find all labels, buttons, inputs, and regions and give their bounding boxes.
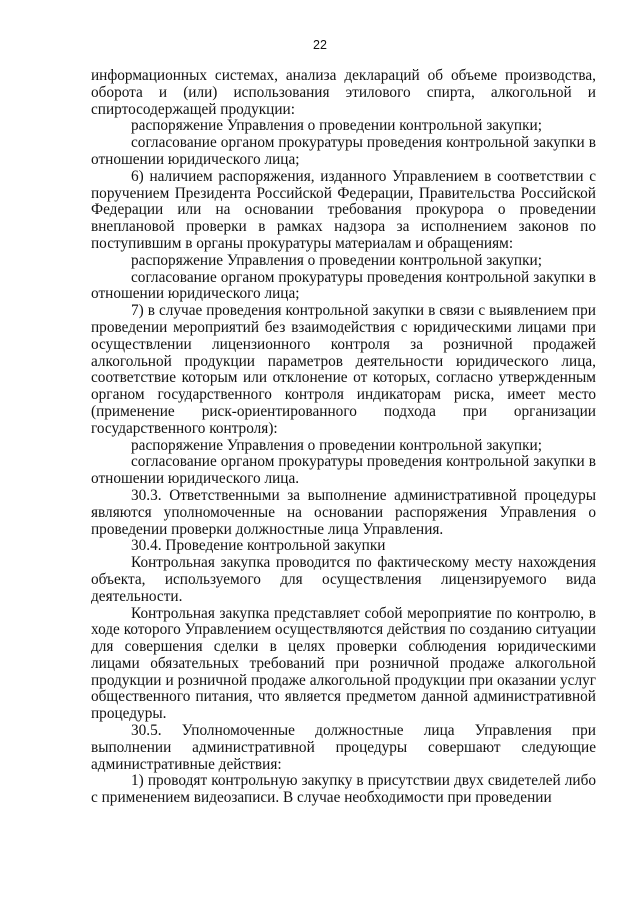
paragraph: распоряжение Управления о проведении контрольной закупки; — [131, 251, 542, 269]
paragraph: Контрольная закупка представляет собой мероприятие по контролю, в ходе которого Управлением осуществляются действия по созданию ситуации для совершения сделки в целях проверки соблюдения юридическими лицами обязательных требований при розничной продаже алкогольной продукции и розничной продаже алкогольной продукции при оказании услуг общественного питания, что является предметом данной административной процедуры. — [91, 604, 596, 723]
paragraph: 30.5. Уполномоченные должностные лица Управления при выполнении административной процедуры совершают следующие административные действия: — [91, 722, 596, 773]
paragraph: согласование органом прокуратуры проведения контрольной закупки в отношении юридического лица. — [91, 453, 596, 488]
paragraph: согласование органом прокуратуры проведения контрольной закупки в отношении юридического лица; — [91, 134, 596, 168]
paragraph: Контрольная закупка проводится по фактическому месту нахождения объекта, используемого для осуществления лицензируемого вида деятельности. — [91, 554, 596, 605]
paragraph: 6) наличием распоряжения, изданного Управлением в соответствии с поручением Президента Российской Федерации, Правительства Российской Федерации или на основании требования прокурора о проведении внеплановой проверки в рамках надзора за исполнением законов по поступившим в органы прокуратуры материалам и обращениям: — [91, 167, 596, 252]
paragraph: 7) в случае проведения контрольной закупки в связи с выявлением при проведении мероприятий без взаимодействия с юридическими лицами при осуществлении лицензионного контроля за розничной продажей алкогольной продукции параметров деятельности юридического лица, соответствие которым или отклонение от которых, согласно утвержденным органом государственного контроля индикаторам риска, имеет место (применение риск-ориентированного подхода при организации государственного контроля): — [91, 302, 596, 437]
paragraph: распоряжение Управления о проведении контрольной закупки; — [131, 117, 542, 135]
section-heading: 30.4. Проведение контрольной закупки — [131, 537, 386, 555]
paragraph: согласование органом прокуратуры проведения контрольной закупки в отношении юридического лица; — [91, 268, 596, 303]
page-number: 22 — [313, 38, 327, 52]
paragraph: информационных системах, анализа деклараций об объеме производства, оборота и (или) использования этилового спирта, алкогольной и спиртосодержащей продукции: — [91, 67, 596, 118]
document-body — [91, 68, 596, 807]
paragraph: 30.3. Ответственными за выполнение административной процедуры являются уполномоченные на основании распоряжения Управления о проведении проверки должностные лица Управления. — [91, 486, 596, 538]
paragraph: распоряжение Управления о проведении контрольной закупки; — [131, 436, 542, 454]
paragraph: 1) проводят контрольную закупку в присутствии двух свидетелей либо с применением видеозаписи. В случае необходимости при проведении — [91, 772, 596, 807]
